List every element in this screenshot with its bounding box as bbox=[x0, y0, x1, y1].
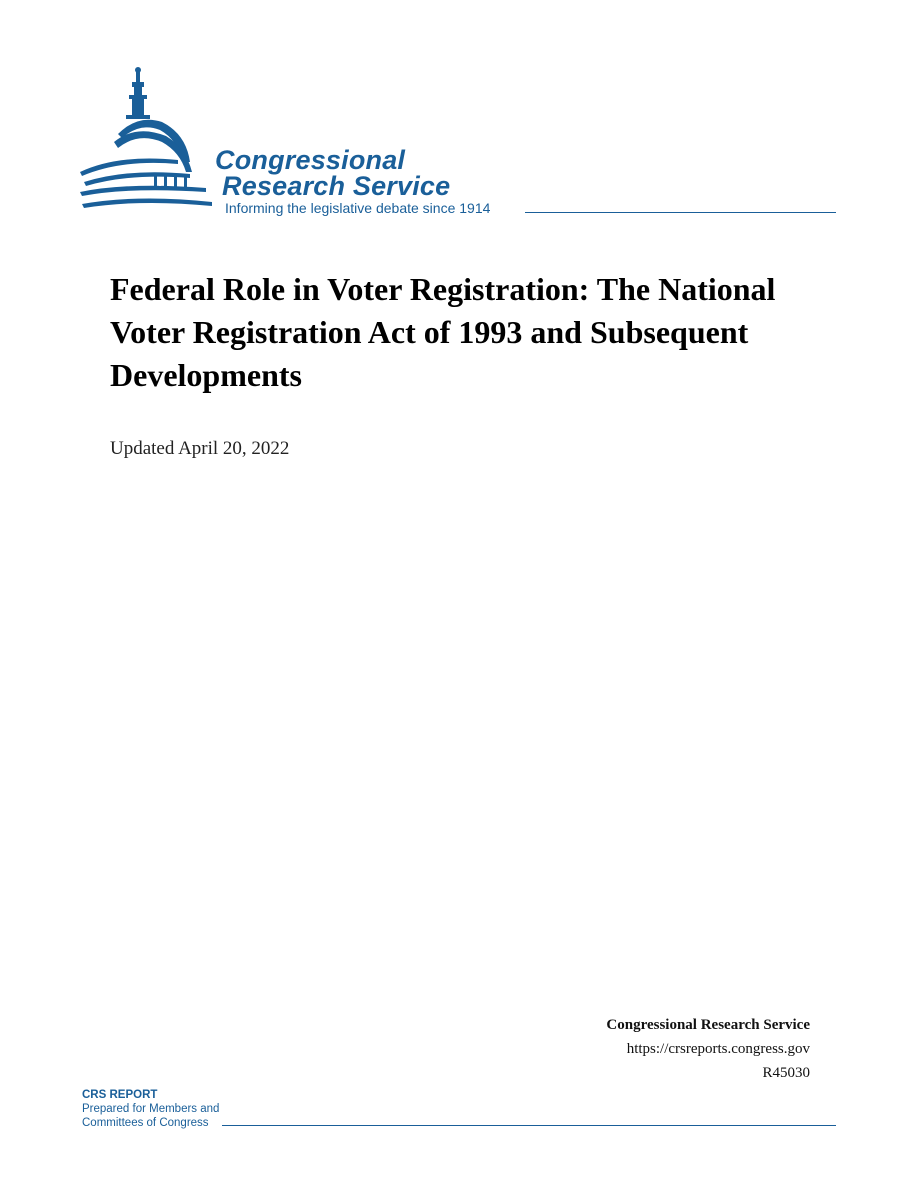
report-label-line2: Committees of Congress bbox=[82, 1117, 209, 1129]
document-date: Updated April 20, 2022 bbox=[110, 438, 290, 459]
brand-name-line1: Congressional bbox=[215, 145, 406, 175]
publisher-url[interactable]: https://crsreports.congress.gov bbox=[626, 1041, 810, 1057]
footer-divider bbox=[222, 1125, 836, 1126]
capitol-dome-icon bbox=[78, 64, 223, 224]
report-label-heading: CRS REPORT bbox=[82, 1089, 158, 1101]
publisher-name: Congressional Research Service bbox=[606, 1017, 810, 1033]
document-title: Federal Role in Voter Registration: The National Voter Registration Act of 1993 and Subsequent Developments bbox=[110, 271, 776, 393]
brand-name-line2: Research Service bbox=[222, 171, 451, 201]
crs-report-label bbox=[82, 1088, 219, 1130]
report-id: R45030 bbox=[762, 1065, 810, 1081]
crs-logo bbox=[78, 64, 838, 224]
tagline-divider bbox=[525, 212, 836, 213]
report-label-line1: Prepared for Members and bbox=[82, 1103, 220, 1115]
publisher-block bbox=[606, 1013, 810, 1085]
brand-tagline: Informing the legislative debate since 1914 bbox=[225, 200, 491, 216]
